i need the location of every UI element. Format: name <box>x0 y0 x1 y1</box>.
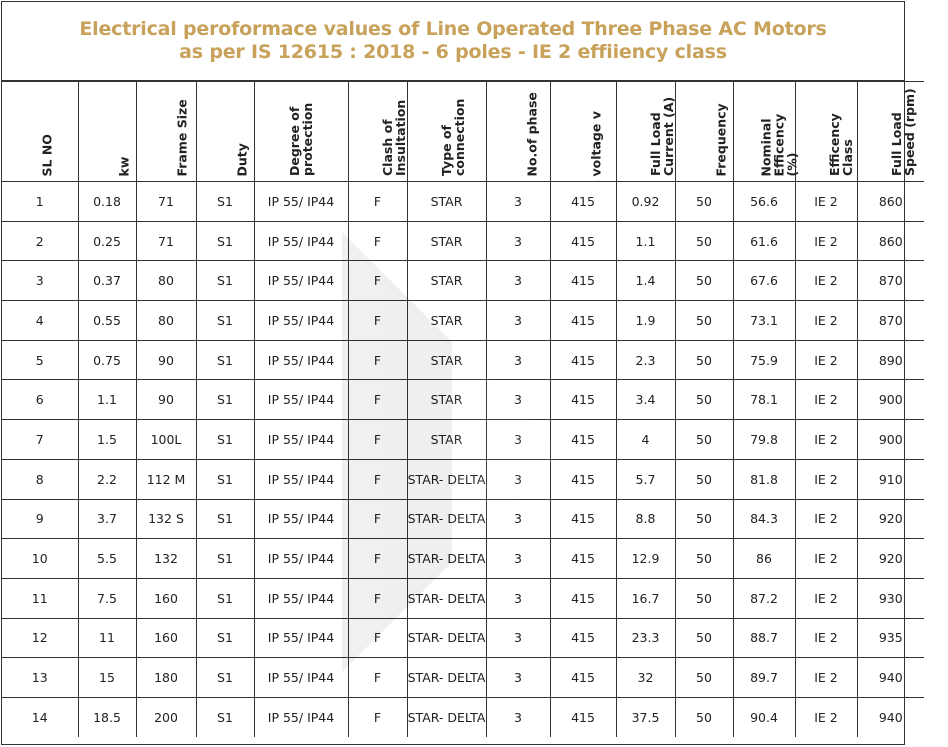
table-cell: 8 <box>2 459 78 499</box>
table-cell: STAR- DELTA <box>407 618 486 658</box>
table-cell: S1 <box>196 182 254 222</box>
table-cell: 160 <box>136 578 196 618</box>
table-cell: 940 <box>857 697 924 736</box>
table-cell: IE 2 <box>795 380 857 420</box>
table-cell: S1 <box>196 658 254 698</box>
table-cell: 3 <box>486 539 550 579</box>
table-cell: 50 <box>675 420 733 460</box>
column-header <box>78 82 136 182</box>
title-line-2: as per IS 12615 : 2018 - 6 poles - IE 2 effiiency class <box>179 41 727 63</box>
table-cell: S1 <box>196 618 254 658</box>
table-cell: F <box>348 697 407 736</box>
table-cell: IP 55/ IP44 <box>254 182 348 222</box>
table-cell: F <box>348 539 407 579</box>
table-cell: 0.55 <box>78 301 136 341</box>
table-cell: 71 <box>136 221 196 261</box>
column-header-label: Type of connection <box>438 98 467 176</box>
column-header-label: Efficency Class <box>826 113 855 176</box>
table-cell: 180 <box>136 658 196 698</box>
table-cell: S1 <box>196 578 254 618</box>
table-cell: 50 <box>675 182 733 222</box>
table-cell: IP 55/ IP44 <box>254 221 348 261</box>
table-cell: IP 55/ IP44 <box>254 539 348 579</box>
motor-spec-table <box>2 81 924 737</box>
table-cell: 18.5 <box>78 697 136 736</box>
table-cell: 415 <box>550 578 616 618</box>
header-row <box>2 82 924 182</box>
table-cell: 50 <box>675 459 733 499</box>
table-cell: 0.37 <box>78 261 136 301</box>
table-cell: 415 <box>550 658 616 698</box>
table-cell: 50 <box>675 261 733 301</box>
table-cell: F <box>348 261 407 301</box>
table-cell: 2 <box>2 221 78 261</box>
table-cell: 50 <box>675 221 733 261</box>
table-cell: 7.5 <box>78 578 136 618</box>
table-cell: 67.6 <box>733 261 795 301</box>
table-cell: 71 <box>136 182 196 222</box>
table-cell: 3 <box>486 578 550 618</box>
column-header-label: Full Load Speed (rpm) <box>888 88 917 176</box>
table-row <box>2 618 924 658</box>
table-cell: IE 2 <box>795 618 857 658</box>
column-header <box>733 82 799 182</box>
table-cell: STAR- DELTA <box>407 499 486 539</box>
table-cell: 3 <box>486 459 550 499</box>
table-cell: STAR- DELTA <box>407 578 486 618</box>
table-cell: F <box>348 380 407 420</box>
table-cell: F <box>348 301 407 341</box>
column-header <box>254 82 348 182</box>
table-cell: 12.9 <box>616 539 675 579</box>
table-cell: 1.1 <box>616 221 675 261</box>
table-cell: 415 <box>550 697 616 736</box>
table-cell: 1.9 <box>616 301 675 341</box>
table-cell: IE 2 <box>795 539 857 579</box>
table-cell: 86 <box>733 539 795 579</box>
table-cell: 415 <box>550 221 616 261</box>
table-cell: IE 2 <box>795 221 857 261</box>
table-cell: 900 <box>857 380 924 420</box>
table-cell: 920 <box>857 539 924 579</box>
table-cell: IP 55/ IP44 <box>254 420 348 460</box>
table-cell: 5.5 <box>78 539 136 579</box>
table-cell: 11 <box>2 578 78 618</box>
column-header-label: Full Load Current (A) <box>647 96 676 176</box>
table-cell: IE 2 <box>795 261 857 301</box>
table-row <box>2 539 924 579</box>
table-cell: F <box>348 182 407 222</box>
table-cell: IE 2 <box>795 578 857 618</box>
table-row <box>2 420 924 460</box>
table-cell: 5 <box>2 340 78 380</box>
table-cell: STAR- DELTA <box>407 539 486 579</box>
table-cell: 16.7 <box>616 578 675 618</box>
table-cell: IP 55/ IP44 <box>254 261 348 301</box>
table-cell: 415 <box>550 301 616 341</box>
table-cell: 90.4 <box>733 697 795 736</box>
table-cell: 132 S <box>136 499 196 539</box>
table-cell: 79.8 <box>733 420 795 460</box>
table-cell: 160 <box>136 618 196 658</box>
table-cell: 1.4 <box>616 261 675 301</box>
table-cell: F <box>348 459 407 499</box>
column-header <box>550 82 616 182</box>
table-cell: F <box>348 499 407 539</box>
table-cell: 75.9 <box>733 340 795 380</box>
table-cell: S1 <box>196 301 254 341</box>
table-cell: 415 <box>550 618 616 658</box>
table-row <box>2 459 924 499</box>
column-header-label: kw <box>116 156 131 177</box>
table-cell: IE 2 <box>795 420 857 460</box>
table-cell: IE 2 <box>795 658 857 698</box>
column-header-label: Nominal Efficency (%) <box>758 113 799 176</box>
table-cell: 200 <box>136 697 196 736</box>
column-header <box>857 82 924 182</box>
table-cell: 0.75 <box>78 340 136 380</box>
table-cell: IE 2 <box>795 301 857 341</box>
table-cell: 2.3 <box>616 340 675 380</box>
table-cell: 415 <box>550 539 616 579</box>
table-cell: 81.8 <box>733 459 795 499</box>
table-cell: 90 <box>136 340 196 380</box>
table-cell: 860 <box>857 182 924 222</box>
table-cell: STAR- DELTA <box>407 459 486 499</box>
table-cell: S1 <box>196 261 254 301</box>
table-cell: F <box>348 618 407 658</box>
document-frame <box>1 1 917 745</box>
table-cell: 6 <box>2 380 78 420</box>
table-cell: IP 55/ IP44 <box>254 380 348 420</box>
table-cell: 3.4 <box>616 380 675 420</box>
table-cell: F <box>348 340 407 380</box>
table-cell: 890 <box>857 340 924 380</box>
table-cell: 415 <box>550 499 616 539</box>
table-cell: 3 <box>486 697 550 736</box>
column-header <box>348 82 407 182</box>
title-line-1: Electrical peroformace values of Line Operated Three Phase AC Motors <box>79 18 827 40</box>
table-cell: S1 <box>196 420 254 460</box>
table-cell: 112 M <box>136 459 196 499</box>
table-cell: 415 <box>550 182 616 222</box>
table-cell: IE 2 <box>795 459 857 499</box>
table-cell: 89.7 <box>733 658 795 698</box>
table-cell: 415 <box>550 459 616 499</box>
table-cell: F <box>348 658 407 698</box>
table-cell: 15 <box>78 658 136 698</box>
table-cell: 0.25 <box>78 221 136 261</box>
table-cell: 14 <box>2 697 78 736</box>
table-cell: STAR <box>407 340 486 380</box>
table-cell: 3 <box>2 261 78 301</box>
table-cell: 8.8 <box>616 499 675 539</box>
table-cell: 61.6 <box>733 221 795 261</box>
column-header <box>486 82 550 182</box>
column-header-label: No.of phase <box>524 92 539 177</box>
column-header-label: SL NO <box>39 134 55 177</box>
table-cell: 920 <box>857 499 924 539</box>
table-body <box>2 182 924 737</box>
table-cell: IP 55/ IP44 <box>254 301 348 341</box>
column-header <box>675 82 733 182</box>
table-cell: S1 <box>196 697 254 736</box>
table-cell: 3.7 <box>78 499 136 539</box>
table-cell: S1 <box>196 221 254 261</box>
column-header-label: Frame Size <box>174 99 189 177</box>
table-cell: 3 <box>486 380 550 420</box>
table-cell: 415 <box>550 420 616 460</box>
table-cell: IE 2 <box>795 182 857 222</box>
column-header-label: Frequency <box>713 103 728 177</box>
table-cell: 87.2 <box>733 578 795 618</box>
table-cell: IP 55/ IP44 <box>254 459 348 499</box>
table-cell: 90 <box>136 380 196 420</box>
table-cell: 3 <box>486 340 550 380</box>
table-cell: 2.2 <box>78 459 136 499</box>
table-cell: 1.1 <box>78 380 136 420</box>
table-cell: S1 <box>196 499 254 539</box>
table-cell: STAR <box>407 420 486 460</box>
table-cell: 84.3 <box>733 499 795 539</box>
table-cell: 23.3 <box>616 618 675 658</box>
table-cell: 50 <box>675 340 733 380</box>
table-cell: F <box>348 221 407 261</box>
table-cell: 0.92 <box>616 182 675 222</box>
table-cell: 37.5 <box>616 697 675 736</box>
table-row <box>2 301 924 341</box>
table-cell: 4 <box>2 301 78 341</box>
table-cell: IE 2 <box>795 499 857 539</box>
column-header-label: Clash of Insultation <box>379 99 408 176</box>
table-cell: IP 55/ IP44 <box>254 697 348 736</box>
table-cell: 900 <box>857 420 924 460</box>
table-cell: 415 <box>550 261 616 301</box>
table-cell: IE 2 <box>795 697 857 736</box>
table-cell: 415 <box>550 340 616 380</box>
table-cell: 870 <box>857 261 924 301</box>
table-cell: 870 <box>857 301 924 341</box>
column-header <box>2 82 78 182</box>
table-cell: IE 2 <box>795 340 857 380</box>
column-header <box>136 82 196 182</box>
column-header-label: Duty <box>234 143 249 177</box>
table-cell: STAR- DELTA <box>407 658 486 698</box>
table-cell: F <box>348 420 407 460</box>
table-cell: IP 55/ IP44 <box>254 499 348 539</box>
table-cell: 3 <box>486 420 550 460</box>
column-header <box>407 82 486 182</box>
table-row <box>2 340 924 380</box>
table-row <box>2 182 924 222</box>
table-title <box>2 2 904 81</box>
table-cell: 3 <box>486 261 550 301</box>
table-cell: IP 55/ IP44 <box>254 618 348 658</box>
table-cell: 3 <box>486 301 550 341</box>
table-row <box>2 380 924 420</box>
table-cell: 32 <box>616 658 675 698</box>
table-cell: 860 <box>857 221 924 261</box>
table-cell: STAR <box>407 261 486 301</box>
table-cell: 0.18 <box>78 182 136 222</box>
table-cell: 88.7 <box>733 618 795 658</box>
table-cell: 3 <box>486 221 550 261</box>
table-cell: S1 <box>196 340 254 380</box>
column-header <box>795 82 857 182</box>
table-row <box>2 658 924 698</box>
table-cell: STAR <box>407 301 486 341</box>
table-cell: IP 55/ IP44 <box>254 578 348 618</box>
table-cell: 935 <box>857 618 924 658</box>
table-cell: 7 <box>2 420 78 460</box>
table-cell: STAR <box>407 380 486 420</box>
column-header <box>616 82 675 182</box>
table-cell: 1 <box>2 182 78 222</box>
table-cell: STAR <box>407 221 486 261</box>
table-cell: 1.5 <box>78 420 136 460</box>
table-cell: 50 <box>675 301 733 341</box>
table-cell: 4 <box>616 420 675 460</box>
table-cell: 100L <box>136 420 196 460</box>
table-cell: 132 <box>136 539 196 579</box>
table-cell: 50 <box>675 539 733 579</box>
table-row <box>2 499 924 539</box>
table-cell: F <box>348 578 407 618</box>
table-cell: 50 <box>675 618 733 658</box>
table-cell: 50 <box>675 578 733 618</box>
table-cell: 13 <box>2 658 78 698</box>
table-row <box>2 261 924 301</box>
table-cell: IP 55/ IP44 <box>254 658 348 698</box>
table-cell: 50 <box>675 697 733 736</box>
table-cell: 50 <box>675 380 733 420</box>
table-cell: S1 <box>196 539 254 579</box>
table-cell: STAR <box>407 182 486 222</box>
table-cell: 910 <box>857 459 924 499</box>
table-cell: 56.6 <box>733 182 795 222</box>
table-cell: 3 <box>486 499 550 539</box>
table-cell: 73.1 <box>733 301 795 341</box>
table-cell: S1 <box>196 459 254 499</box>
table-row <box>2 221 924 261</box>
table-cell: 12 <box>2 618 78 658</box>
table-cell: 80 <box>136 301 196 341</box>
table-cell: 11 <box>78 618 136 658</box>
table-cell: 5.7 <box>616 459 675 499</box>
table-cell: 3 <box>486 182 550 222</box>
table-cell: 78.1 <box>733 380 795 420</box>
table-cell: 940 <box>857 658 924 698</box>
column-header-label: voltage v <box>588 111 603 177</box>
table-cell: 80 <box>136 261 196 301</box>
table-cell: 930 <box>857 578 924 618</box>
table-cell: 9 <box>2 499 78 539</box>
table-cell: 50 <box>675 499 733 539</box>
column-header-label: Degree of protection <box>287 102 315 176</box>
table-cell: 3 <box>486 658 550 698</box>
table-cell: IP 55/ IP44 <box>254 340 348 380</box>
table-cell: 10 <box>2 539 78 579</box>
table-cell: S1 <box>196 380 254 420</box>
table-row <box>2 697 924 736</box>
column-header <box>196 82 254 182</box>
table-row <box>2 578 924 618</box>
table-cell: 3 <box>486 618 550 658</box>
table-cell: 50 <box>675 658 733 698</box>
table-cell: 415 <box>550 380 616 420</box>
table-cell: STAR- DELTA <box>407 697 486 736</box>
